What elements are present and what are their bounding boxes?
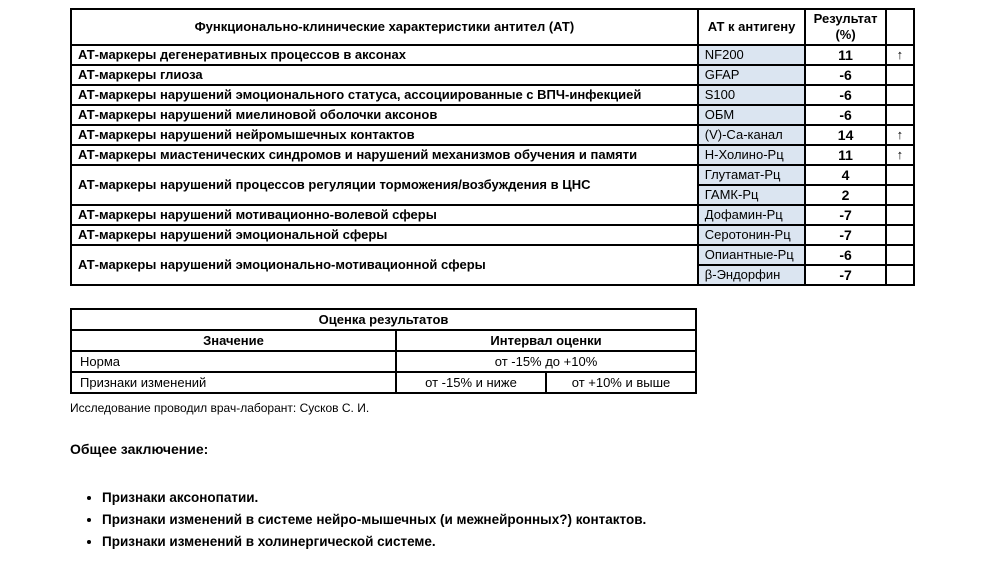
antigen-cell: Н-Холино-Рц [698, 145, 806, 165]
result-cell: 4 [805, 165, 885, 185]
result-cell: -7 [805, 205, 885, 225]
trend-up-icon: ↑ [886, 45, 914, 65]
table-row [71, 105, 914, 125]
changes-low-cell: от -15% и ниже [396, 372, 546, 393]
antigen-cell: S100 [698, 85, 806, 105]
result-cell: -6 [805, 245, 885, 265]
marker-desc-cell: АТ-маркеры нарушений миелиновой оболочки аксонов [71, 105, 698, 125]
marker-desc-cell: АТ-маркеры глиоза [71, 65, 698, 85]
arrow-cell [886, 205, 914, 225]
antigen-cell: β-Эндорфин [698, 265, 806, 285]
result-cell: -7 [805, 265, 885, 285]
evaluation-table [70, 308, 697, 394]
table-row [71, 245, 914, 265]
table-row [71, 85, 914, 105]
table-row [71, 165, 914, 185]
evaluation-header-row [71, 330, 696, 351]
trend-up-icon: ↑ [886, 145, 914, 165]
antibody-results-table [70, 8, 915, 286]
conclusion-item: • Признаки аксонопатии. [102, 487, 1000, 509]
result-cell: -7 [805, 225, 885, 245]
arrow-cell [886, 105, 914, 125]
norm-label-cell: Норма [71, 351, 396, 372]
table-row [71, 372, 696, 393]
antigen-cell: Опиантные-Рц [698, 245, 806, 265]
result-cell: -6 [805, 65, 885, 85]
conclusion-item: • Признаки изменений в холинергической системе. [102, 531, 1000, 553]
antigen-cell: ОБМ [698, 105, 806, 125]
col-header-characteristics: Функционально-клинические характеристики антител (АТ) [71, 9, 698, 45]
col-header-result: Результат (%) [805, 9, 885, 45]
result-cell: 14 [805, 125, 885, 145]
marker-desc-cell: АТ-маркеры нарушений процессов регуляции торможения/возбуждения в ЦНС [71, 165, 698, 205]
arrow-cell [886, 85, 914, 105]
result-cell: 11 [805, 145, 885, 165]
table-row [71, 65, 914, 85]
arrow-cell [886, 245, 914, 265]
result-cell: -6 [805, 85, 885, 105]
col-header-arrow [886, 9, 914, 45]
arrow-cell [886, 225, 914, 245]
conclusion-list [70, 487, 1000, 553]
arrow-cell [886, 165, 914, 185]
marker-desc-cell: АТ-маркеры нарушений мотивационно-волевой сферы [71, 205, 698, 225]
antigen-cell: ГАМК-Рц [698, 185, 806, 205]
antigen-cell: (V)-Са-канал [698, 125, 806, 145]
trend-up-icon: ↑ [886, 125, 914, 145]
arrow-cell [886, 185, 914, 205]
antigen-cell: Дофамин-Рц [698, 205, 806, 225]
changes-high-cell: от +10% и выше [546, 372, 696, 393]
marker-desc-cell: АТ-маркеры дегенеративных процессов в аксонах [71, 45, 698, 65]
marker-desc-cell: АТ-маркеры нарушений нейромышечных контактов [71, 125, 698, 145]
arrow-cell [886, 65, 914, 85]
marker-desc-cell: АТ-маркеры нарушений эмоционально-мотивационной сферы [71, 245, 698, 285]
result-cell: 11 [805, 45, 885, 65]
col-header-value: Значение [71, 330, 396, 351]
changes-label-cell: Признаки изменений [71, 372, 396, 393]
antigen-cell: Серотонин-Рц [698, 225, 806, 245]
arrow-cell [886, 265, 914, 285]
table-row [71, 145, 914, 165]
marker-desc-cell: АТ-маркеры нарушений эмоциональной сферы [71, 225, 698, 245]
antigen-cell: Глутамат-Рц [698, 165, 806, 185]
table-row [71, 45, 914, 65]
marker-desc-cell: АТ-маркеры миастенических синдромов и нарушений механизмов обучения и памяти [71, 145, 698, 165]
table-row [71, 225, 914, 245]
evaluation-title-row [71, 309, 696, 330]
conclusion-title: Общее заключение: [70, 441, 209, 457]
table-header-row [71, 9, 914, 45]
marker-desc-cell: АТ-маркеры нарушений эмоционального статуса, ассоциированные с ВПЧ-инфекцией [71, 85, 698, 105]
table-row [71, 125, 914, 145]
table-row [71, 205, 914, 225]
norm-interval-cell: от -15% до +10% [396, 351, 696, 372]
table-row [71, 351, 696, 372]
col-header-antigen: АТ к антигену [698, 9, 806, 45]
result-cell: -6 [805, 105, 885, 125]
antigen-cell: NF200 [698, 45, 806, 65]
col-header-interval: Интервал оценки [396, 330, 696, 351]
antigen-cell: GFAP [698, 65, 806, 85]
conclusion-item: • Признаки изменений в системе нейро-мышечных (и межнейронных?) контактов. [102, 509, 1000, 531]
evaluation-table-title: Оценка результатов [71, 309, 696, 330]
examiner-note: Исследование проводил врач-лаборант: Сусков С. И. [70, 401, 370, 415]
result-cell: 2 [805, 185, 885, 205]
